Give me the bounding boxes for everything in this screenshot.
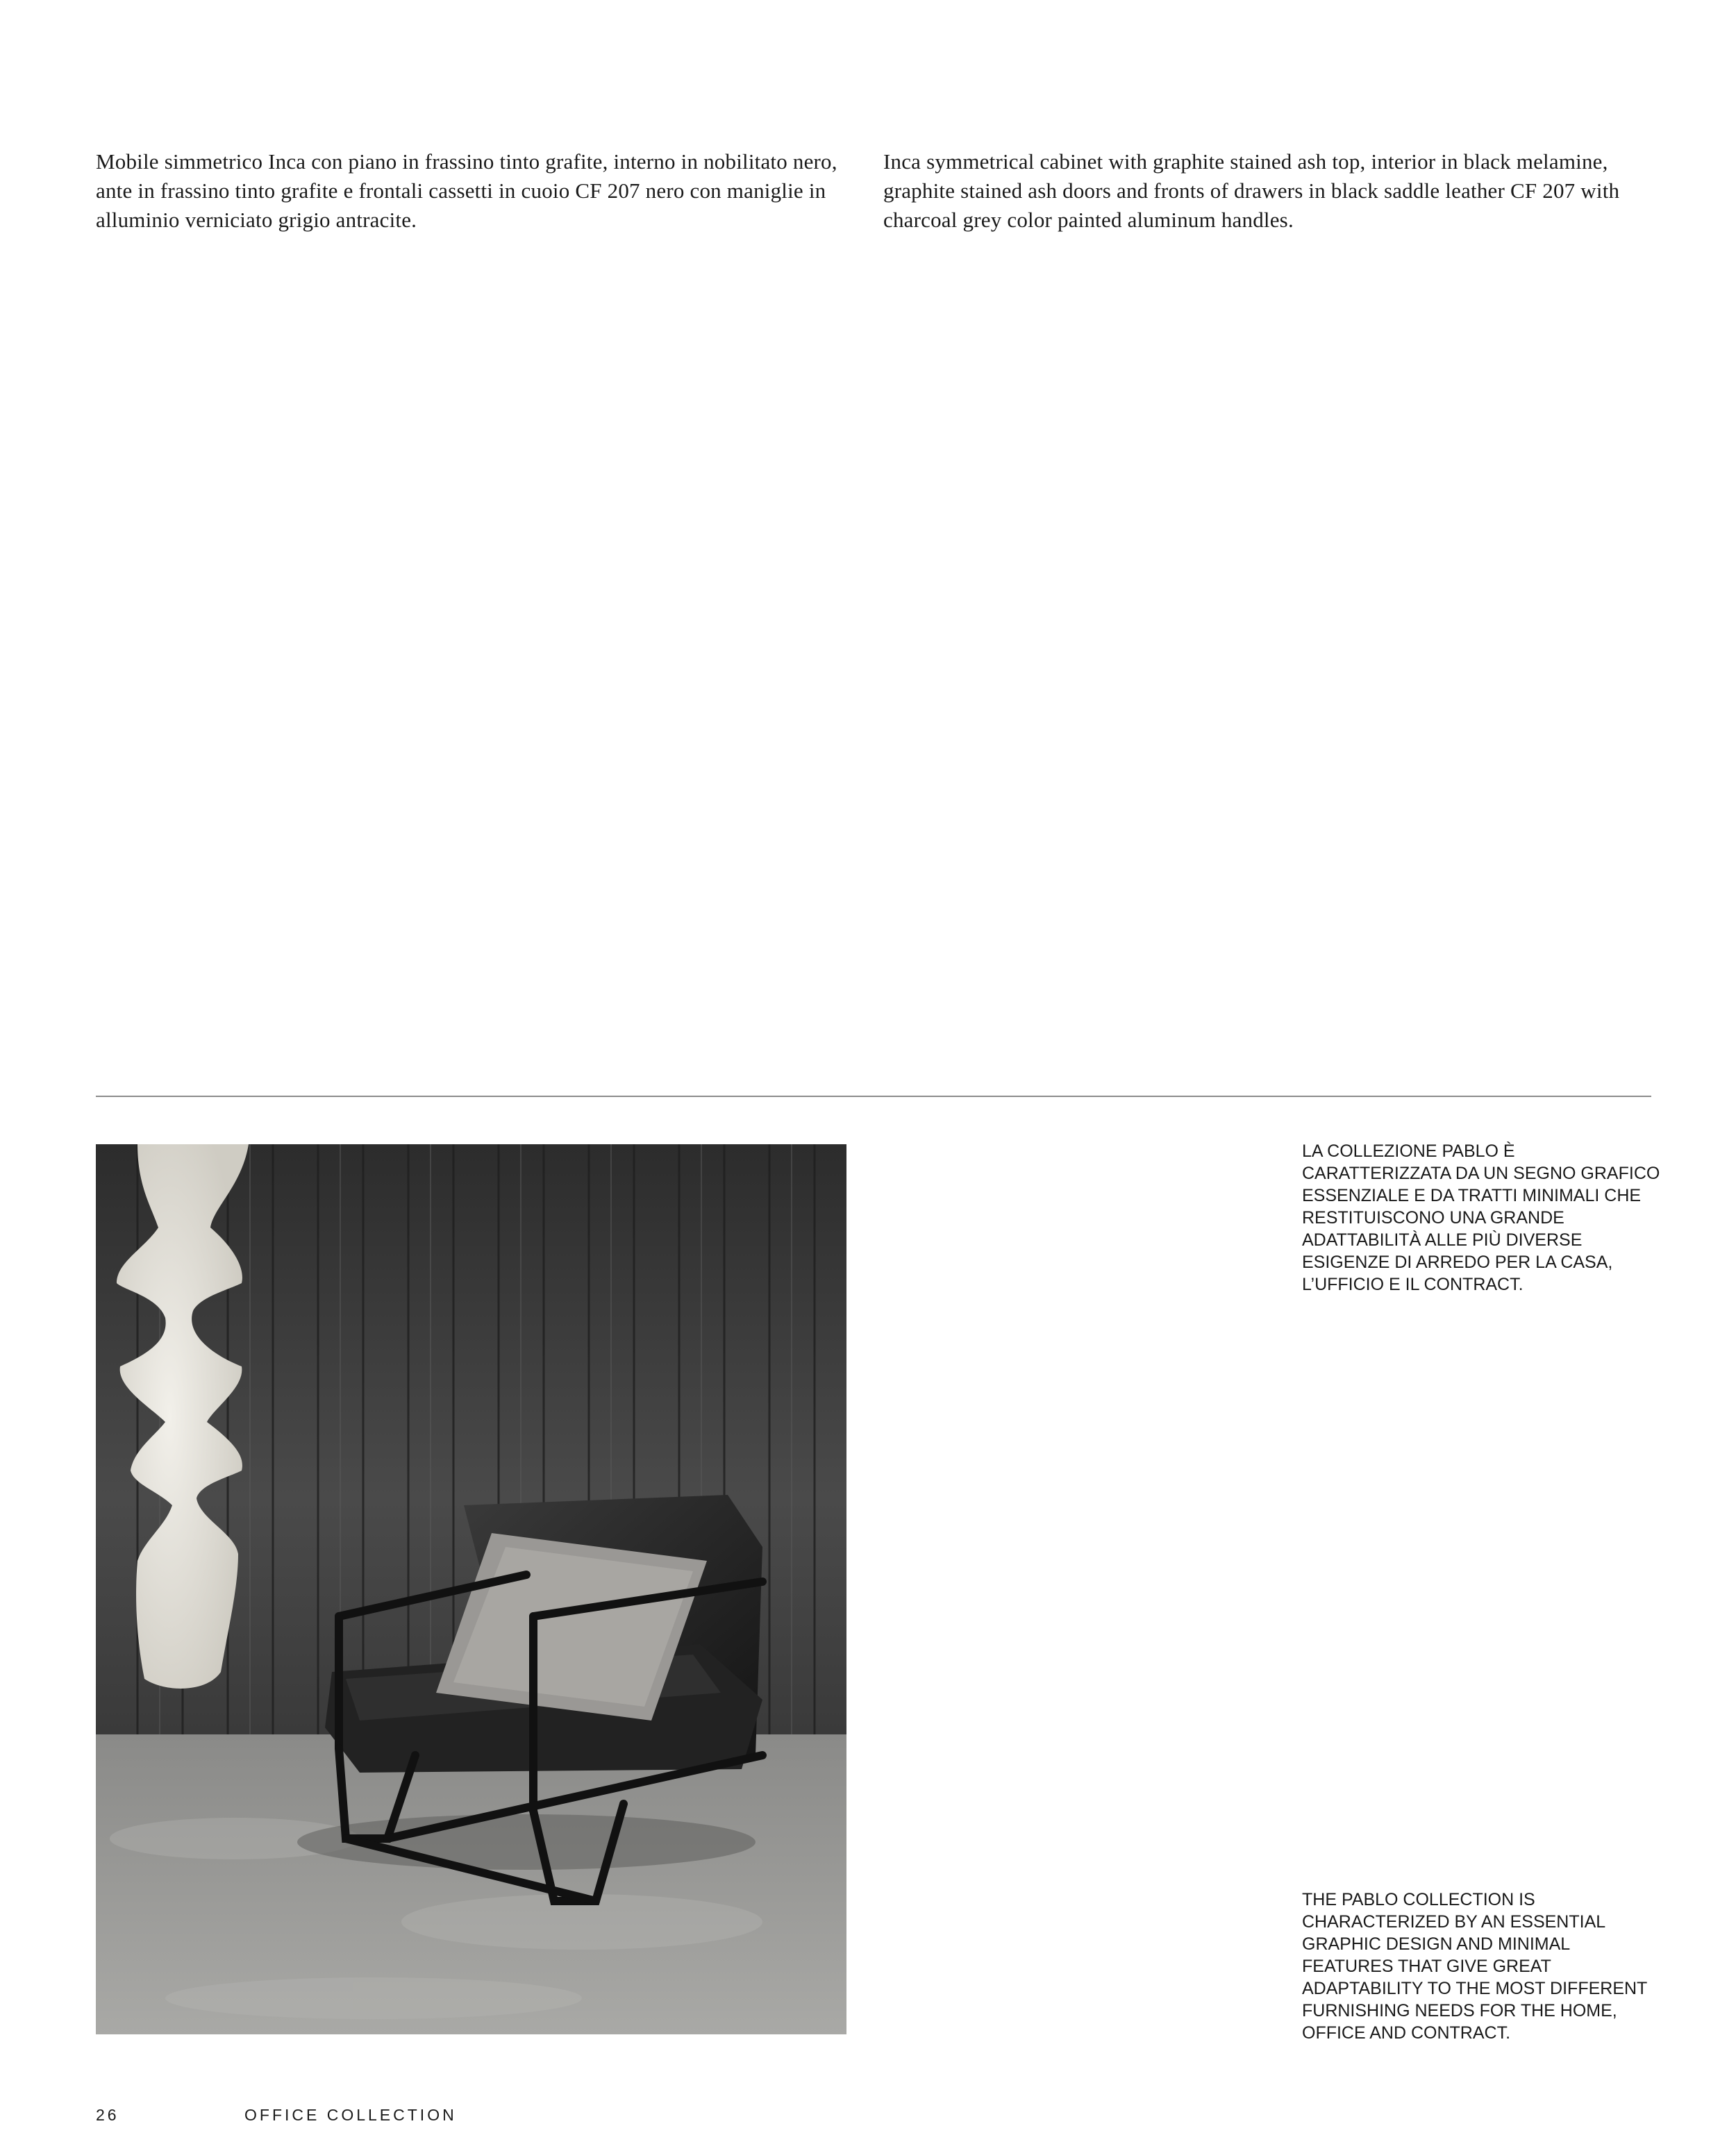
horizontal-divider (96, 1096, 1651, 1097)
collection-description-english: THE PABLO COLLECTION IS CHARACTERIZED BY AN ESSENTIAL GRAPHIC DESIGN AND MINIMAL FEATURES THAT GIVE GREAT ADAPTABILITY TO THE MOST DIFFERENT FURNISHING NEEDS FOR THE HOME, OFFICE AND CONTRACT. (1302, 1890, 1647, 2043)
collection-description-italian: LA COLLEZIONE PABLO È CARATTERIZZATA DA UN SEGNO GRAFICO ESSENZIALE E DA TRATTI MINIMALI CHE RESTITUISCONO UNA GRANDE ADATTABILITÀ ALLE PIÙ DIVERSE ESIGENZE DI ARREDO PER LA CASA, L’UFFICIO E IL CONTRACT. (1302, 1141, 1660, 1294)
product-photo-armchair (96, 1144, 846, 2034)
caption-italian: Mobile simmetrico Inca con piano in frassino tinto grafite, interno in nobilitato nero, ante in frassino tinto grafite e frontali cassetti in cuoio CF 207 nero con maniglie in alluminio verniciato grigio antracite. (96, 149, 837, 232)
section-title: OFFICE COLLECTION (244, 2106, 457, 2124)
caption-english: Inca symmetrical cabinet with graphite stained ash top, interior in black melamine, graphite stained ash doors and fronts of drawers in black saddle leather CF 207 with charcoal grey color painted aluminum handles. (883, 149, 1620, 232)
page-number: 26 (96, 2106, 119, 2124)
